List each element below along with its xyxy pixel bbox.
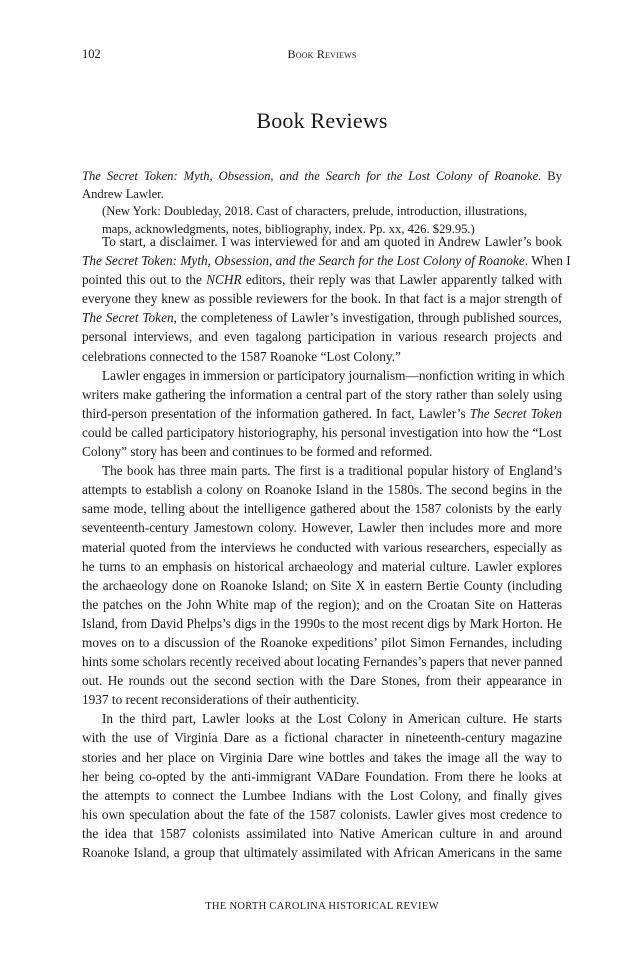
text-line: everyone they knew as possible reviewers for the book. In that fact is a major strength of xyxy=(82,291,562,307)
text-line: writers make gathering the information a central part of the story rather than solely using xyxy=(82,386,562,402)
text-line: moves on to a discussion of the Roanoke expeditions’ pilot Simon Fernandes, including xyxy=(82,634,562,650)
paragraph-4 xyxy=(82,709,562,862)
book-author: By Andrew Lawler. xyxy=(82,169,562,201)
italic-book-title: The Secret Token xyxy=(82,310,174,326)
text-line xyxy=(82,404,562,423)
text-line: celebrations connected to the 1587 Roanoke “Lost Colony.” xyxy=(82,348,401,364)
text-line xyxy=(82,308,562,327)
text-line: could be called participatory historiography, his personal investigation into how the “Lost xyxy=(82,424,562,440)
text-line: The book has three main parts. The first is a traditional popular history of England’s xyxy=(102,463,562,479)
text-line: stories and her place on Virginia Dare wine bottles and takes the image all the way to xyxy=(82,749,562,765)
paragraph-1 xyxy=(82,232,571,366)
page-number: 102 xyxy=(82,47,101,61)
text-line xyxy=(82,251,571,270)
italic-book-title: The Secret Token: Myth, Obsession, and the Search for the Lost Colony of Roanoke xyxy=(82,253,525,269)
text-line: her being co-opted by the anti-immigrant VADare Foundation. From there he looks at xyxy=(82,768,562,784)
text-line: personal interviews, and even tagalong participation in various research projects and xyxy=(82,329,562,345)
citation-line-2: (New York: Doubleday, 2018. Cast of characters, prelude, introduction, illustrations, xyxy=(102,204,528,218)
text-line: To start, a disclaimer. I was interviewed for and am quoted in Andrew Lawler’s book xyxy=(102,234,562,249)
citation-line-3: maps, acknowledgments, notes, bibliography, index. Pp. xx, 426. $29.95.) xyxy=(102,221,475,236)
text-run: , the completeness of Lawler’s investigation, through published sources, xyxy=(173,310,562,326)
text-line: he turns to an emphasis on historical archaeology and material culture. Lawler explores xyxy=(82,558,562,574)
text-line: same mode, telling about the intelligence gathered about the 1587 colonists by the early xyxy=(82,501,562,517)
running-head xyxy=(82,47,562,63)
text-run: . When I xyxy=(524,253,571,269)
text-line: In the third part, Lawler looks at the Lost Colony in American culture. He starts xyxy=(102,711,562,727)
text-line: Island, from David Phelps’s digs in the 1990s to the most recent digs by Mark Horton. He xyxy=(82,615,562,631)
text-line: material quoted from the interviews he conducted with various researchers, especially as xyxy=(82,539,562,555)
text-run: third-person presentation of the information gathered. In fact, Lawler’s xyxy=(82,405,470,421)
paragraph-2 xyxy=(82,366,565,461)
text-line: hints some scholars recently received about locating Fernandes’s papers that never panned xyxy=(82,654,563,670)
text-run: pointed this out to the xyxy=(82,272,207,288)
section-title: Book Reviews xyxy=(256,108,388,133)
text-line: the archaeology done on Roanoke Island; on Site X in eastern Bertie County (including xyxy=(82,577,562,593)
text-line: 1937 to recent reconsiderations of their authenticity. xyxy=(82,692,360,708)
review-body xyxy=(82,232,571,862)
journal-footer: THE NORTH CAROLINA HISTORICAL REVIEW xyxy=(205,901,439,912)
paragraph-3 xyxy=(82,461,562,709)
text-line: Colony” story has been and continues to be formed and reformed. xyxy=(82,444,433,460)
text-line: the attempts to connect the Lumbee Indians with the Lost Colony, and finally gives xyxy=(82,787,562,803)
text-line: out. He rounds out the second section with the Dare Stones, from their appearance in xyxy=(82,673,562,689)
text-line: seventeenth-century Jamestown colony. However, Lawler then includes more and more xyxy=(82,520,562,536)
citation-line-1 xyxy=(82,168,562,203)
text-line: the patches on the John White map of the region); and on the Croatan Site on Hatteras xyxy=(82,596,562,612)
text-line: attempts to establish a colony on Roanoke Island in the 1580s. The second begins in the xyxy=(82,482,562,498)
book-citation xyxy=(82,168,562,238)
text-line: with the use of Virginia Dare as a fictional character in nineteenth-century magazine xyxy=(82,730,562,746)
text-line: Lawler engages in immersion or participatory journalism—nonfiction writing in which xyxy=(102,367,565,383)
italic-journal-abbrev: NCHR xyxy=(206,272,242,288)
text-line: Roanoke Island, a group that ultimately assimilated with African Americans in the same xyxy=(82,845,562,860)
italic-book-title: The Secret Token xyxy=(469,405,562,421)
text-line: the idea that 1587 colonists assimilated into Native American culture in and around xyxy=(82,825,562,841)
text-run: editors, their reply was that Lawler apparently talked with xyxy=(241,272,562,288)
running-title: Book Reviews xyxy=(287,47,357,61)
text-line: his own speculation about the fate of the 1587 colonists. Lawler gives most credence to xyxy=(82,806,562,822)
text-line xyxy=(82,270,562,289)
book-title: The Secret Token: Myth, Obsession, and the Search for the Lost Colony of Roanoke. xyxy=(82,169,542,183)
